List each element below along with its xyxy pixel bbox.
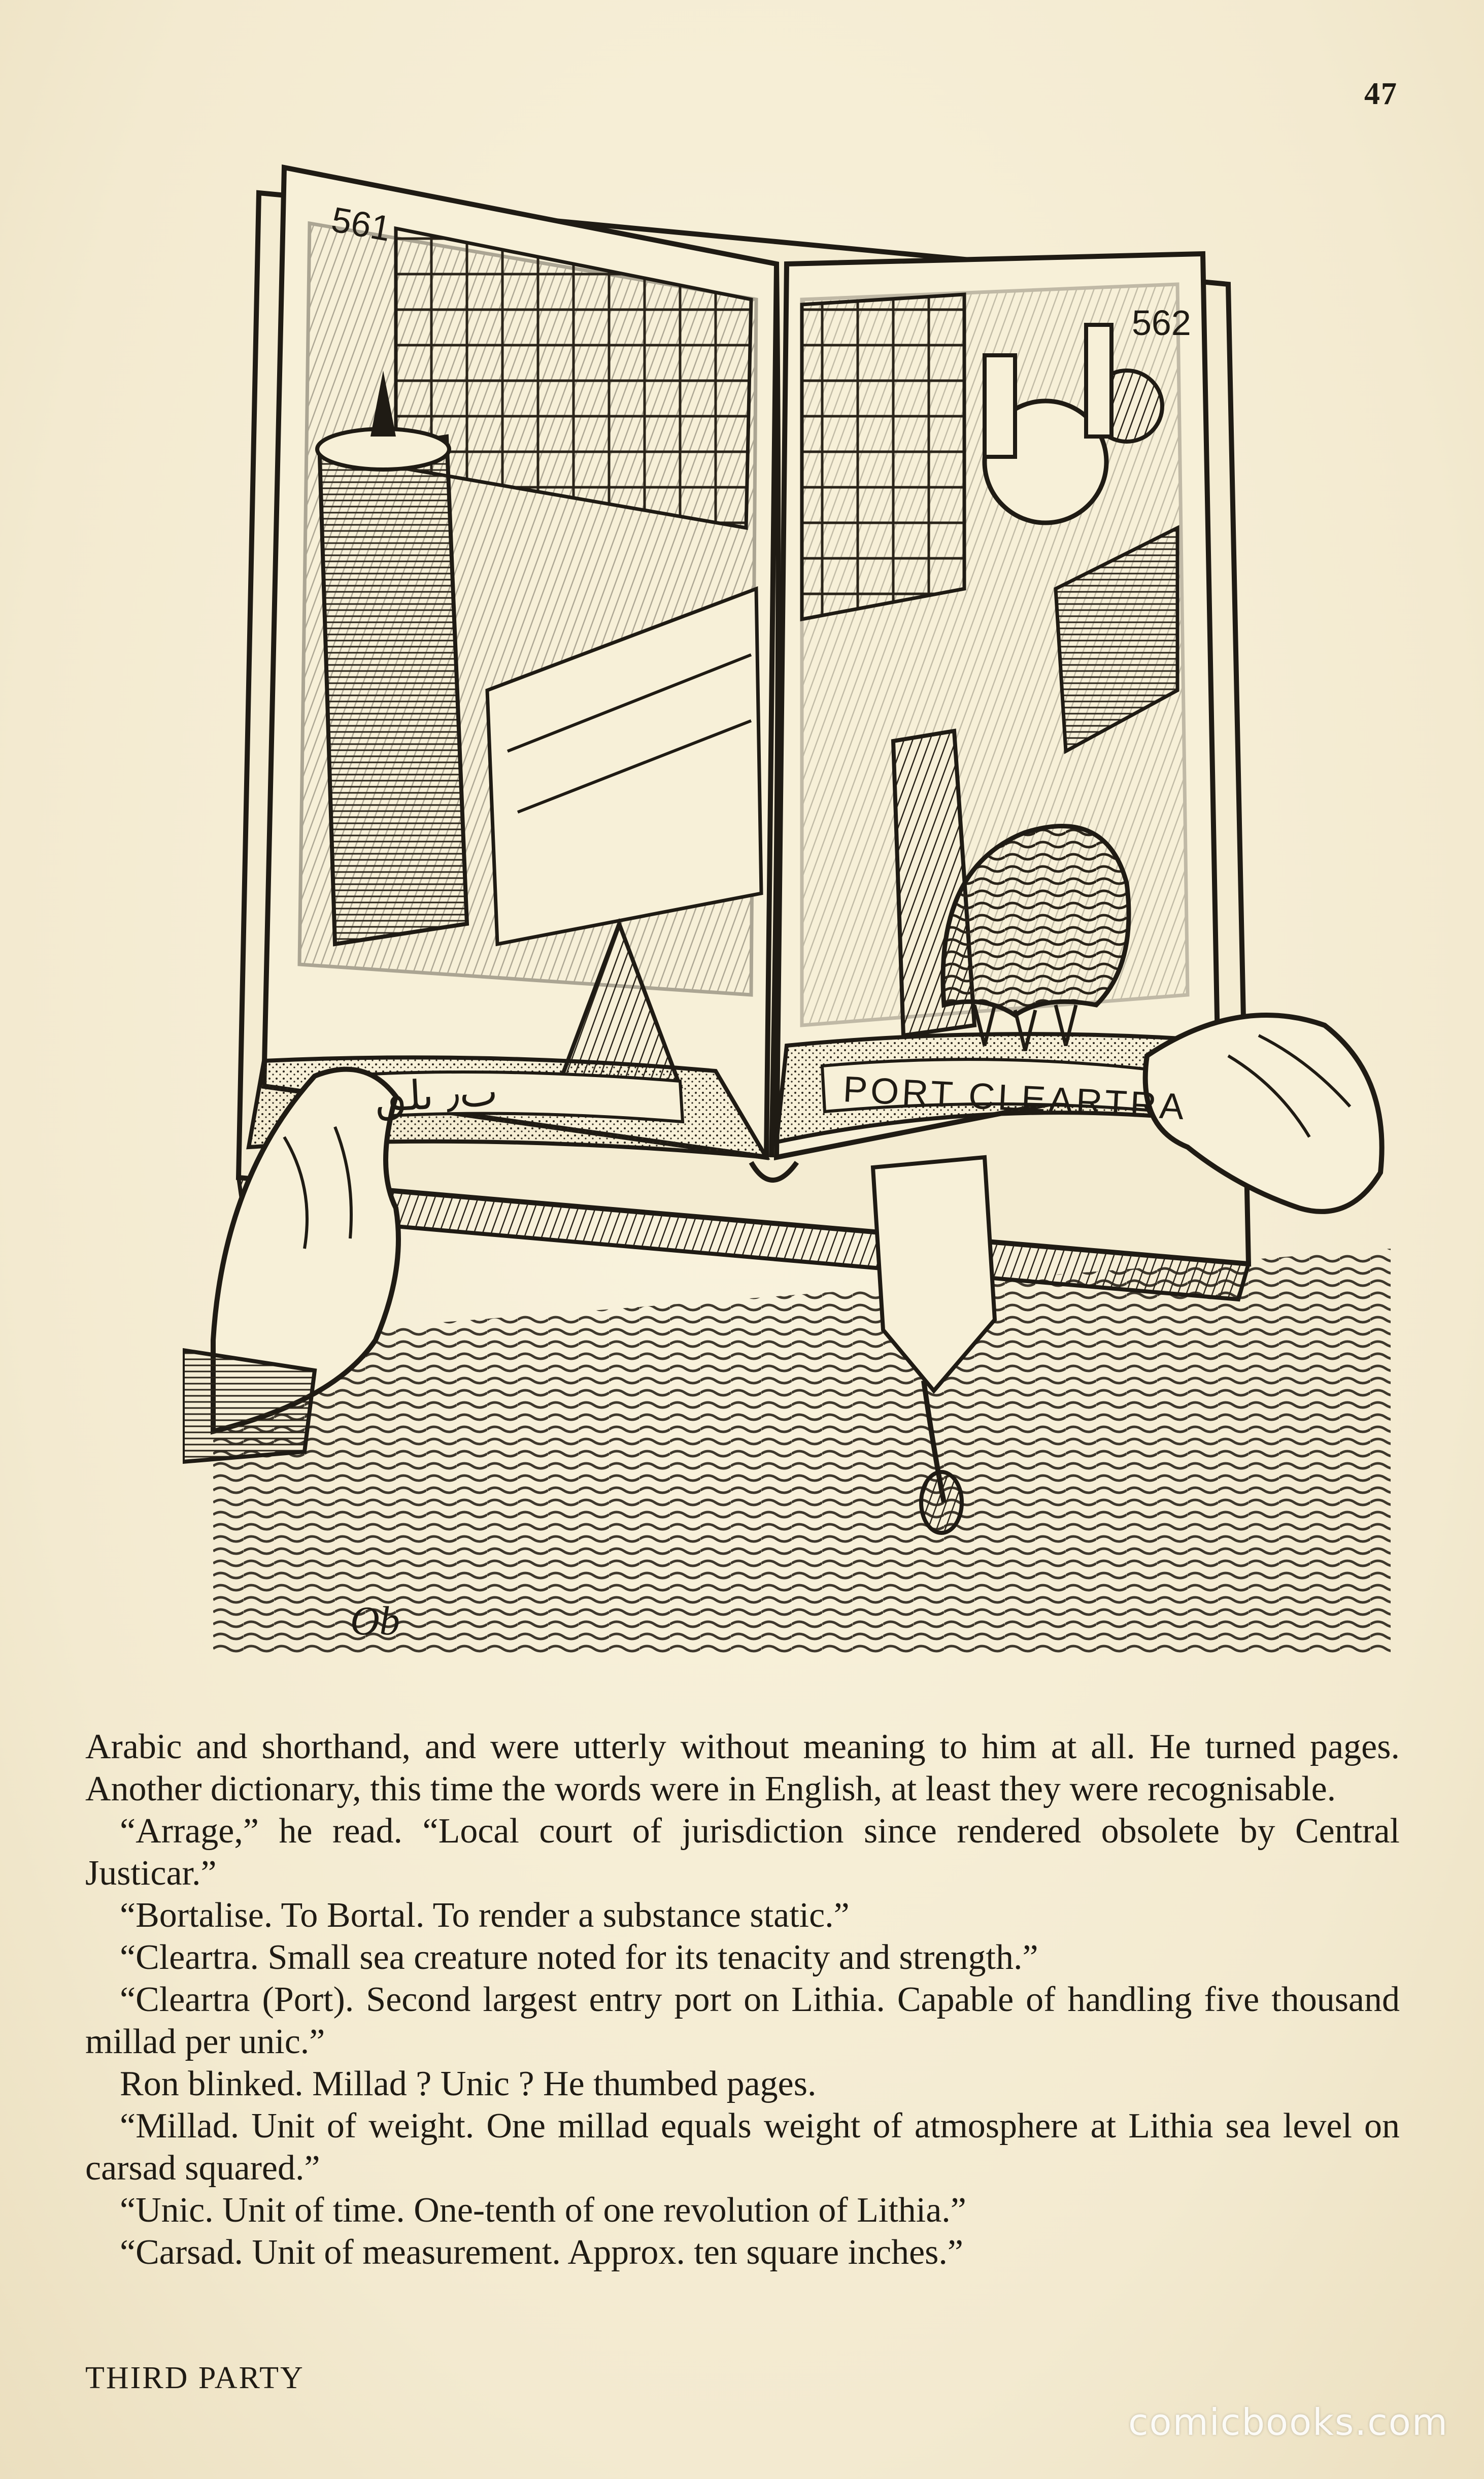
right-book-page-number: 562	[1132, 303, 1191, 343]
paragraph: Arabic and shorthand, and were utterly without meaning to him at all. He turned pages. Another dictionary, this time the words were in English, at least they were recognisable.	[85, 1727, 1400, 1808]
paragraph: “Carsad. Unit of measurement. Approx. ten square inches.”	[120, 2233, 963, 2272]
artist-signature: Ob	[350, 1599, 400, 1644]
site-watermark: comicbooks.com	[1128, 2401, 1448, 2443]
left-book-page-number: 561	[328, 199, 394, 249]
page-number: 47	[1364, 77, 1398, 111]
paragraph: “Cleartra (Port). Second largest entry port on Lithia. Capable of handling five thousand millad per unic.”	[85, 1980, 1400, 2061]
running-footer-title: THIRD PARTY	[85, 2361, 305, 2395]
paragraph: “Cleartra. Small sea creature noted for its tenacity and strength.”	[120, 1938, 1038, 1977]
paragraph: “Millad. Unit of weight. One millad equals weight of atmosphere at Lithia sea level on carsad squared.”	[85, 2106, 1400, 2188]
paragraph: “Unic. Unit of time. One-tenth of one revolution of Lithia.”	[120, 2191, 966, 2230]
open-book-illustration	[183, 132, 1391, 1660]
paragraph: “Arrage,” he read. “Local court of jurisdiction since rendered obsolete by Central Justicar.”	[85, 1812, 1400, 1893]
story-text	[85, 1726, 1400, 2273]
paragraph: “Bortalise. To Bortal. To render a substance static.”	[120, 1896, 850, 1935]
paragraph: Ron blinked. Millad ? Unic ? He thumbed pages.	[120, 2064, 817, 2103]
left-caption-script: ٮ٫ ٮلٯ	[374, 1067, 499, 1121]
right-caption-port-cleartra: PORT CLEARTRA	[842, 1069, 1188, 1128]
